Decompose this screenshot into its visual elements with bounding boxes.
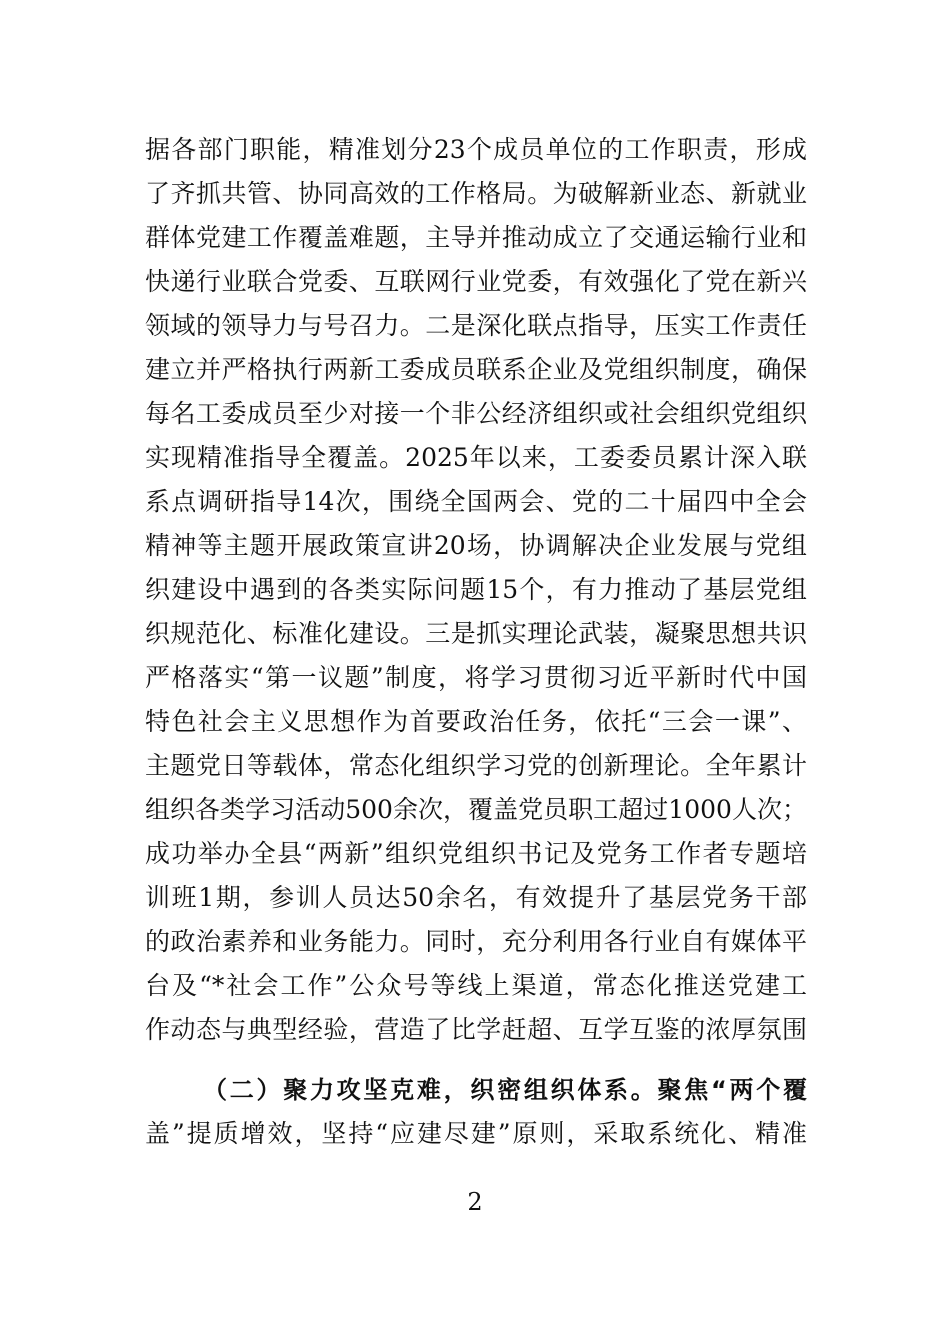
body-text-line: 训班1期，参训人员达50余名，有效提升了基层党务干部 — [145, 883, 807, 912]
body-text-line: 精神等主题开展政策宣讲20场，协调解决企业发展与党组 — [145, 531, 807, 560]
body-text-line: 实现精准指导全覆盖。2025年以来，工委委员累计深入联 — [145, 443, 807, 472]
body-text-line: 作动态与典型经验，营造了比学赶超、互学互鉴的浓厚氛围 — [145, 1015, 807, 1044]
body-text-line: 建立并严格执行两新工委成员联系企业及党组织制度，确保 — [145, 355, 807, 384]
body-text-line: 台及“*社会工作”公众号等线上渠道，常态化推送党建工 — [145, 971, 807, 1000]
body-text-line: 主题党日等载体，常态化组织学习党的创新理论。全年累计 — [145, 751, 807, 780]
body-text-line: 成功举办全县“两新”组织党组织书记及党务工作者专题培 — [145, 839, 807, 868]
body-text-line: 了齐抓共管、协同高效的工作格局。为破解新业态、新就业 — [145, 179, 807, 208]
body-text-line: 织建设中遇到的各类实际问题15个，有力推动了基层党组 — [145, 575, 807, 604]
body-text-line: 特色社会主义思想作为首要政治任务，依托“三会一课”、 — [145, 707, 807, 736]
body-text-line: 的政治素养和业务能力。同时，充分利用各行业自有媒体平 — [145, 927, 807, 956]
body-text-line: 快递行业联合党委、互联网行业党委，有效强化了党在新兴 — [145, 267, 807, 296]
body-text-line: 严格落实“第一议题”制度，将学习贯彻习近平新时代中国 — [145, 663, 807, 692]
body-text-line: 每名工委成员至少对接一个非公经济组织或社会组织党组织 — [145, 399, 807, 428]
body-text-line: 盖”提质增效，坚持“应建尽建”原则，采取系统化、精准 — [145, 1119, 807, 1148]
body-text-line: 领域的领导力与号召力。二是深化联点指导，压实工作责任 — [145, 311, 807, 340]
body-text-line: 群体党建工作覆盖难题，主导并推动成立了交通运输行业和 — [145, 223, 807, 252]
body-text-line: 系点调研指导14次，围绕全国两会、党的二十届四中全会 — [145, 487, 807, 516]
body-text-line: 织规范化、标准化建设。三是抓实理论武装，凝聚思想共识 — [145, 619, 807, 648]
section-heading-line: （二）聚力攻坚克难，织密组织体系。聚焦“两个覆 — [203, 1076, 807, 1104]
page-number: 2 — [467, 1188, 483, 1216]
body-text-line: 组织各类学习活动500余次，覆盖党员职工超过1000人次； — [145, 795, 807, 824]
body-text-line: 据各部门职能，精准划分23个成员单位的工作职责，形成 — [145, 135, 807, 164]
